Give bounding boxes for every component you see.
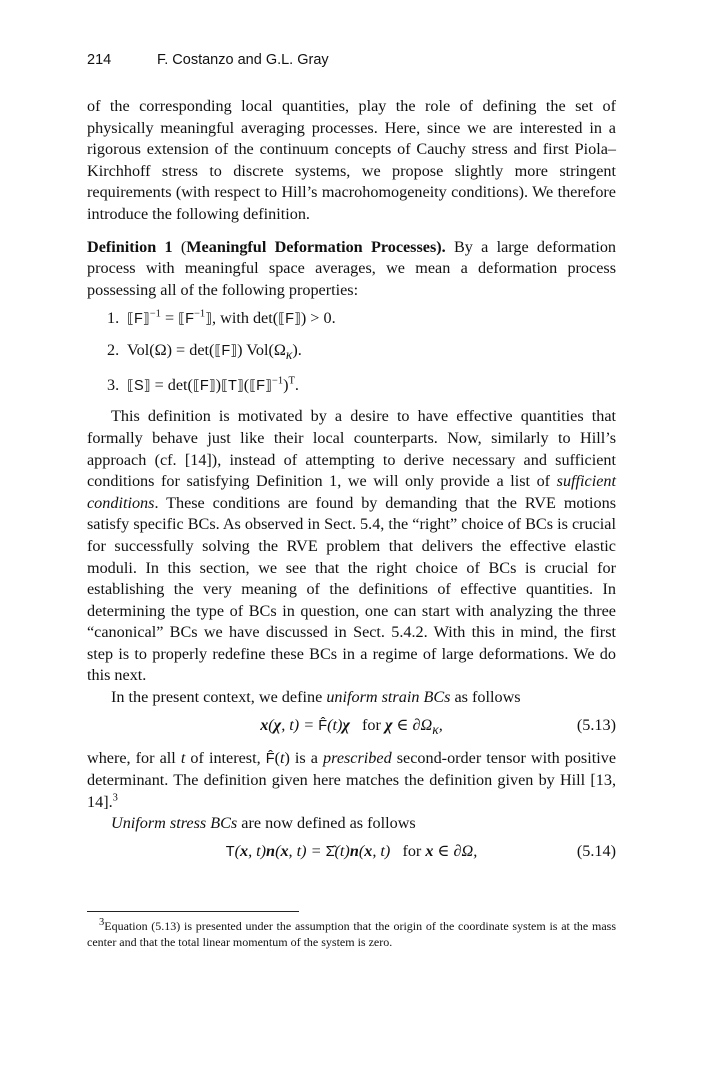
property-2: 2. Vol(Ω) = det(⟦F⟧) $Vol(\Omega_\kappa)$. — [107, 340, 302, 363]
body-text — [87, 96, 616, 874]
footnote-rule — [87, 911, 299, 912]
equation-number: (5.13) — [576, 715, 616, 734]
definition-properties — [87, 308, 616, 397]
definition-label: Definition 1 — [87, 237, 173, 256]
property-3: 3. ⟦S⟧ = det(⟦F⟧)⟦T⟧(⟦F⟧$^{-1}$)$^T$. — [107, 375, 299, 394]
paragraph-2: This definition is motivated by a desire to have effective quantities that formally behave just like their local counterparts. Now, similarly to Hill’s approach (cf. [14]), instead of attempting to derive necessary and sufficient conditions for satisfying Definition 1, we will only provide a list of sufficient conditions. These conditions are found by demanding that the RVE motions satisfy specific BCs. As observed in Sect. 5.4, the “right” choice of BCs is crucial for successfully solving the RVE problem that delivers the effective elastic moduli. In this section, we see that the right choice of BCs is crucial for establishing the very meaning of the definitions of effective quantities. In determining the type of BCs in question, one can start with analyzing the three “canonical” BCs we have discussed in Sect. 5.4.2. With this in mind, the first step is to properly redefine these BCs in a regime of large deformations. We do this next. — [87, 407, 616, 685]
running-head — [87, 52, 616, 68]
paragraph-1: of the corresponding local quantities, play the role of defining the set of physically meaningful averaging processes. Here, since we are interested in a rigorous extension of the continuum concepts of Cauchy stress and first Piola–Kirchhoff stress to discrete systems, we propose slightly more stringent requirements (with respect to Hill’s macrohomogeneity conditions). We therefore introduce the following definition. — [87, 97, 616, 223]
property-1: 1. ⟦F⟧$^{-1}$ = $⟦F^{-1}⟧$, with det(⟦F⟧) > 0. — [107, 308, 336, 328]
definition-text: By a large deformation process with meaningful space averages, we mean a deformation process possessing all of the following properties: — [87, 237, 617, 299]
paragraph-5: Uniform stress BCs are now defined as follows — [111, 814, 416, 833]
running-head-authors: F. Costanzo and G.L. Gray — [157, 52, 329, 68]
page-number: 214 — [87, 52, 112, 68]
paragraph-3: In the present context, we define uniform strain BCs as follows — [111, 688, 521, 707]
footnote-mark: 3 — [112, 792, 118, 804]
equation-number: (5.14) — [576, 842, 616, 861]
definition-name: Meaningful Deformation Processes). — [186, 237, 446, 256]
equation-5-13: x(χ, t) = F̂(t)χ for χ ∈ $\partial\Omega_\kappa$, (5.13) — [260, 715, 616, 737]
paragraph-4: where, for all t of interest, F̂(t) is a prescribed second-order tensor with positive determinant. The definition given here matches the definition given by Hill [13, 14].$^3$ — [87, 748, 617, 811]
equation-5-14: T(x, t)n(x, t) = Σ̂(t)n(x, t) for x ∈ ∂Ω, (5.14) — [87, 841, 616, 868]
definition-1: Definition 1 (Meaningful Deformation Processes). By a large deformation process with meaningful space averages, we mean a deformation process possessing all of the following properties: — [87, 237, 617, 299]
footnote-3: $^3$Equation (5.13) is presented under the assumption that the origin of the coordinate system is at the mass center and that the total linear momentum of the system is zero. — [87, 917, 616, 949]
